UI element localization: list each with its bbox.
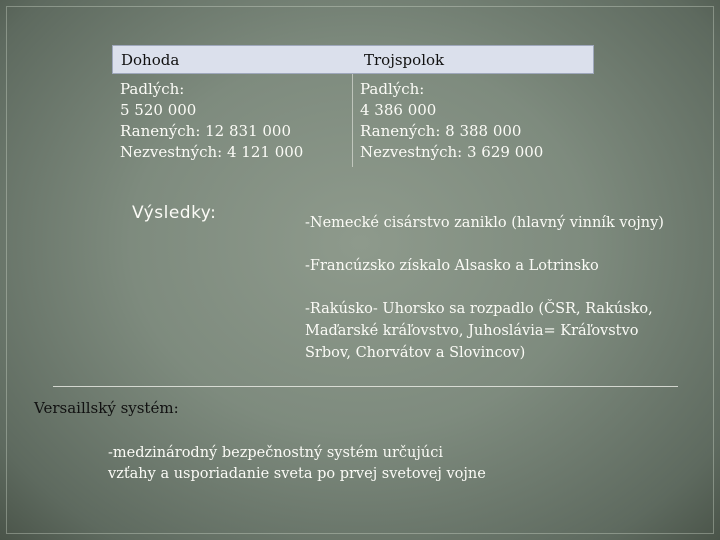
entente-dead-label: Padlých: [120, 80, 185, 98]
central-dead-label: Padlých: [360, 80, 425, 98]
entente-cell [120, 79, 303, 163]
header-central-powers: Trojspolok [364, 51, 445, 69]
central-missing: Nezvestných: 3 629 000 [360, 143, 544, 161]
versailles-title: Versaillský systém: [34, 399, 179, 417]
central-wounded: Ranených: 8 388 000 [360, 122, 522, 140]
entente-dead-value: 5 520 000 [120, 101, 197, 119]
result-item: -Francúzsko získalo Alsasko a Lotrinsko [305, 258, 599, 274]
central-dead-value: 4 386 000 [360, 101, 437, 119]
result-item: -Nemecké cisárstvo zaniklo (hlavný vinník vojny) [305, 215, 664, 231]
results-list [305, 212, 665, 385]
results-label: Výsledky: [132, 203, 217, 223]
result-item: -Rakúsko- Uhorsko sa rozpadlo (ČSR, Rakúsko, Maďarské kráľovstvo, Juhoslávia= Kráľovstvo Srbov, Chorvátov a Slovincov) [305, 301, 653, 361]
entente-missing: Nezvestných: 4 121 000 [120, 143, 304, 161]
casualties-table [112, 45, 594, 167]
entente-wounded: Ranených: 12 831 000 [120, 122, 292, 140]
versailles-description: -medzinárodný bezpečnostný systém určujúci vzťahy a usporiadanie sveta po prvej svetovej vojne [108, 445, 486, 482]
header-entente: Dohoda [121, 51, 180, 69]
divider-line [53, 386, 678, 387]
column-divider [352, 74, 353, 167]
central-cell [360, 79, 543, 163]
table-header-row [112, 45, 594, 74]
